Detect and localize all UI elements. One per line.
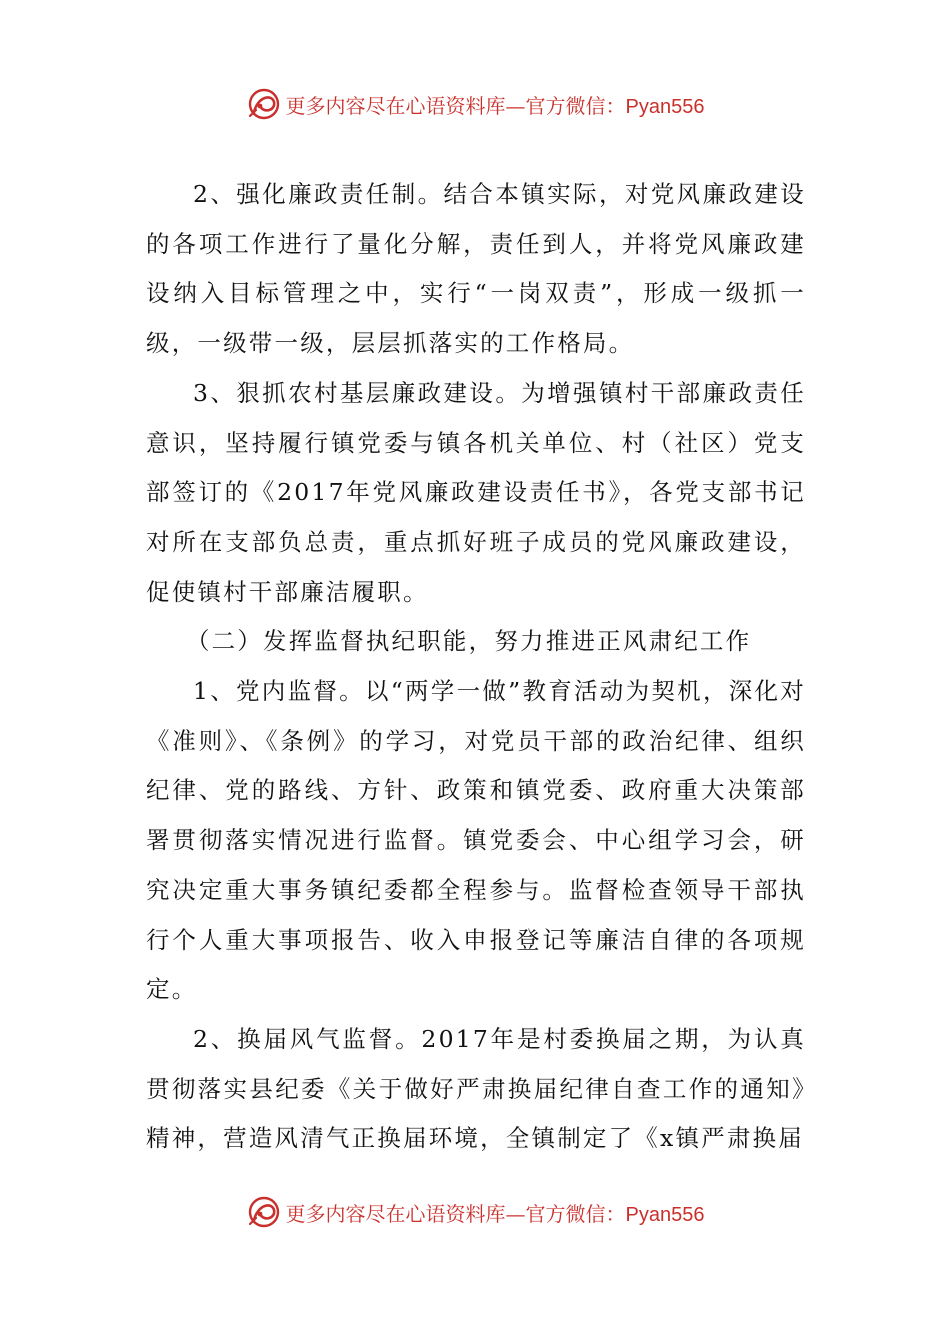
header-banner xyxy=(0,82,950,126)
swirl-logo-icon xyxy=(246,86,282,122)
banner-text xyxy=(286,90,705,119)
wechat-id: Pyan556 xyxy=(625,1203,705,1226)
swirl-logo-icon xyxy=(246,1194,282,1230)
banner-label: 更多内容尽在心语资料库—官方微信： xyxy=(285,93,626,118)
banner-label: 更多内容尽在心语资料库—官方微信： xyxy=(285,1201,626,1226)
paragraph-3: 1、党内监督。以“两学一做”教育活动为契机，深化对《准则》、《条例》的学习，对党员干部的政治纪律、组织纪律、党的路线、方针、政策和镇党委、政府重大决策部署贯彻落实情况进行监督。镇党委会、中心组学习会，研究决定重大事务镇纪委都全程参与。监督检查领导干部执行个人重大事项报告、收入申报登记等廉洁自律的各项规定。 xyxy=(146,677,806,1004)
paragraph-1: 2、强化廉政责任制。结合本镇实际，对党风廉政建设的各项工作进行了量化分解，责任到人，并将党风廉政建设纳入目标管理之中，实行“一岗双责”，形成一级抓一级，一级带一级，层层抓落实的工作格局。 xyxy=(146,180,806,358)
paragraph-4: 2、换届风气监督。2017年是村委换届之期，为认真贯彻落实县纪委《关于做好严肃换届纪律自查工作的通知》精神，营造风清气正换届环境，全镇制定了《x镇严肃换届 xyxy=(146,1024,806,1153)
paragraph-2: 3、狠抓农村基层廉政建设。为增强镇村干部廉政责任意识，坚持履行镇党委与镇各机关单位、村（社区）党支部签订的《2017年党风廉政建设责任书》，各党支部书记对所在支部负总责，重点抓好班子成员的党风廉政建设，促使镇村干部廉洁履职。 xyxy=(146,378,806,606)
section-heading: （二）发挥监督执纪职能，努力推进正风肃纪工作 xyxy=(185,627,752,656)
banner-text xyxy=(286,1198,705,1227)
document-body xyxy=(146,170,806,1164)
wechat-id: Pyan556 xyxy=(625,95,705,118)
footer-banner xyxy=(0,1190,950,1234)
